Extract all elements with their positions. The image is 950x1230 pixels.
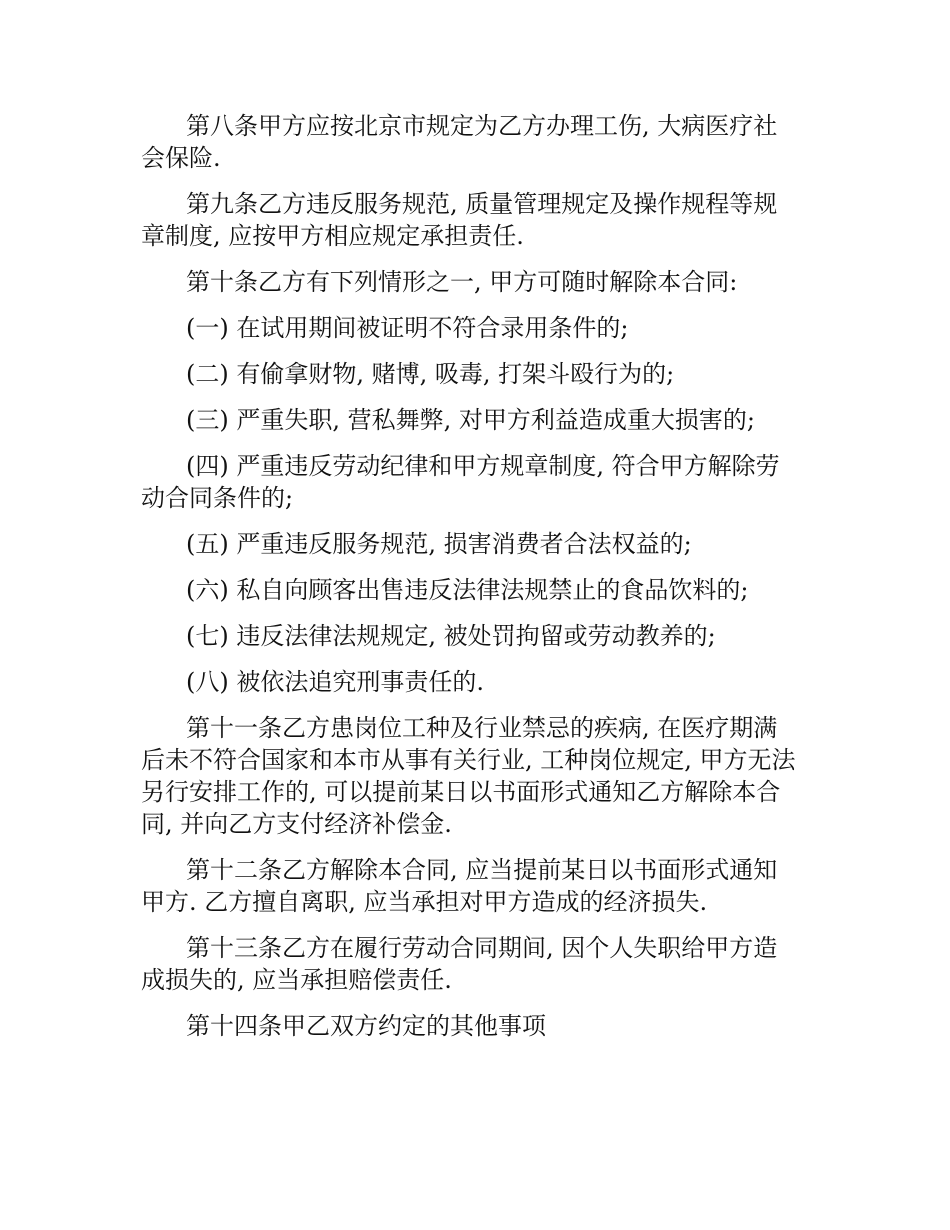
article-14-paragraph: 第十四条甲乙双方约定的其他事项 [186, 1012, 546, 1040]
article-8-paragraph: 第八条甲方应按北京市规定为乙方办理工伤, 大病医疗社 会保险. [141, 112, 778, 172]
article-10-paragraph: 第十条乙方有下列情形之一, 甲方可随时解除本合同: [186, 268, 738, 296]
article-11-paragraph: 第十一条乙方患岗位工种及行业禁忌的疾病, 在医疗期满 后未不符合国家和本市从事有关行业, 工种岗位规定, 甲方无法 另行安排工作的, 可以提前某日以书面形式通知乙方解除本合 同, 并向乙方支付经济补偿金. [141, 714, 796, 838]
clause-8-paragraph: (八) 被依法追究刑事责任的. [186, 668, 484, 696]
clause-2-paragraph: (二) 有偷拿财物, 赌博, 吸毒, 打架斗殴行为的; [186, 360, 675, 388]
clause-7-paragraph: (七) 违反法律法规规定, 被处罚拘留或劳动教养的; [186, 622, 716, 650]
article-9-paragraph: 第九条乙方违反服务规范, 质量管理规定及操作规程等规 章制度, 应按甲方相应规定承担责任. [141, 190, 778, 250]
clause-3-paragraph: (三) 严重失职, 营私舞弊, 对甲方利益造成重大损害的; [186, 406, 755, 434]
clause-1-paragraph: (一) 在试用期间被证明不符合录用条件的; [186, 314, 629, 342]
clause-6-paragraph: (六) 私自向顾客出售违反法律法规禁止的食品饮料的; [186, 576, 749, 604]
article-13-paragraph: 第十三条乙方在履行劳动合同期间, 因个人失职给甲方造 成损失的, 应当承担赔偿责任. [141, 934, 778, 994]
article-12-paragraph: 第十二条乙方解除本合同, 应当提前某日以书面形式通知 甲方. 乙方擅自离职, 应当承担对甲方造成的经济损失. [141, 856, 778, 916]
clause-4-paragraph: (四) 严重违反劳动纪律和甲方规章制度, 符合甲方解除劳 动合同条件的; [141, 452, 780, 512]
contract-text [141, 110, 821, 1056]
clause-5-paragraph: (五) 严重违反服务规范, 损害消费者合法权益的; [186, 530, 692, 558]
